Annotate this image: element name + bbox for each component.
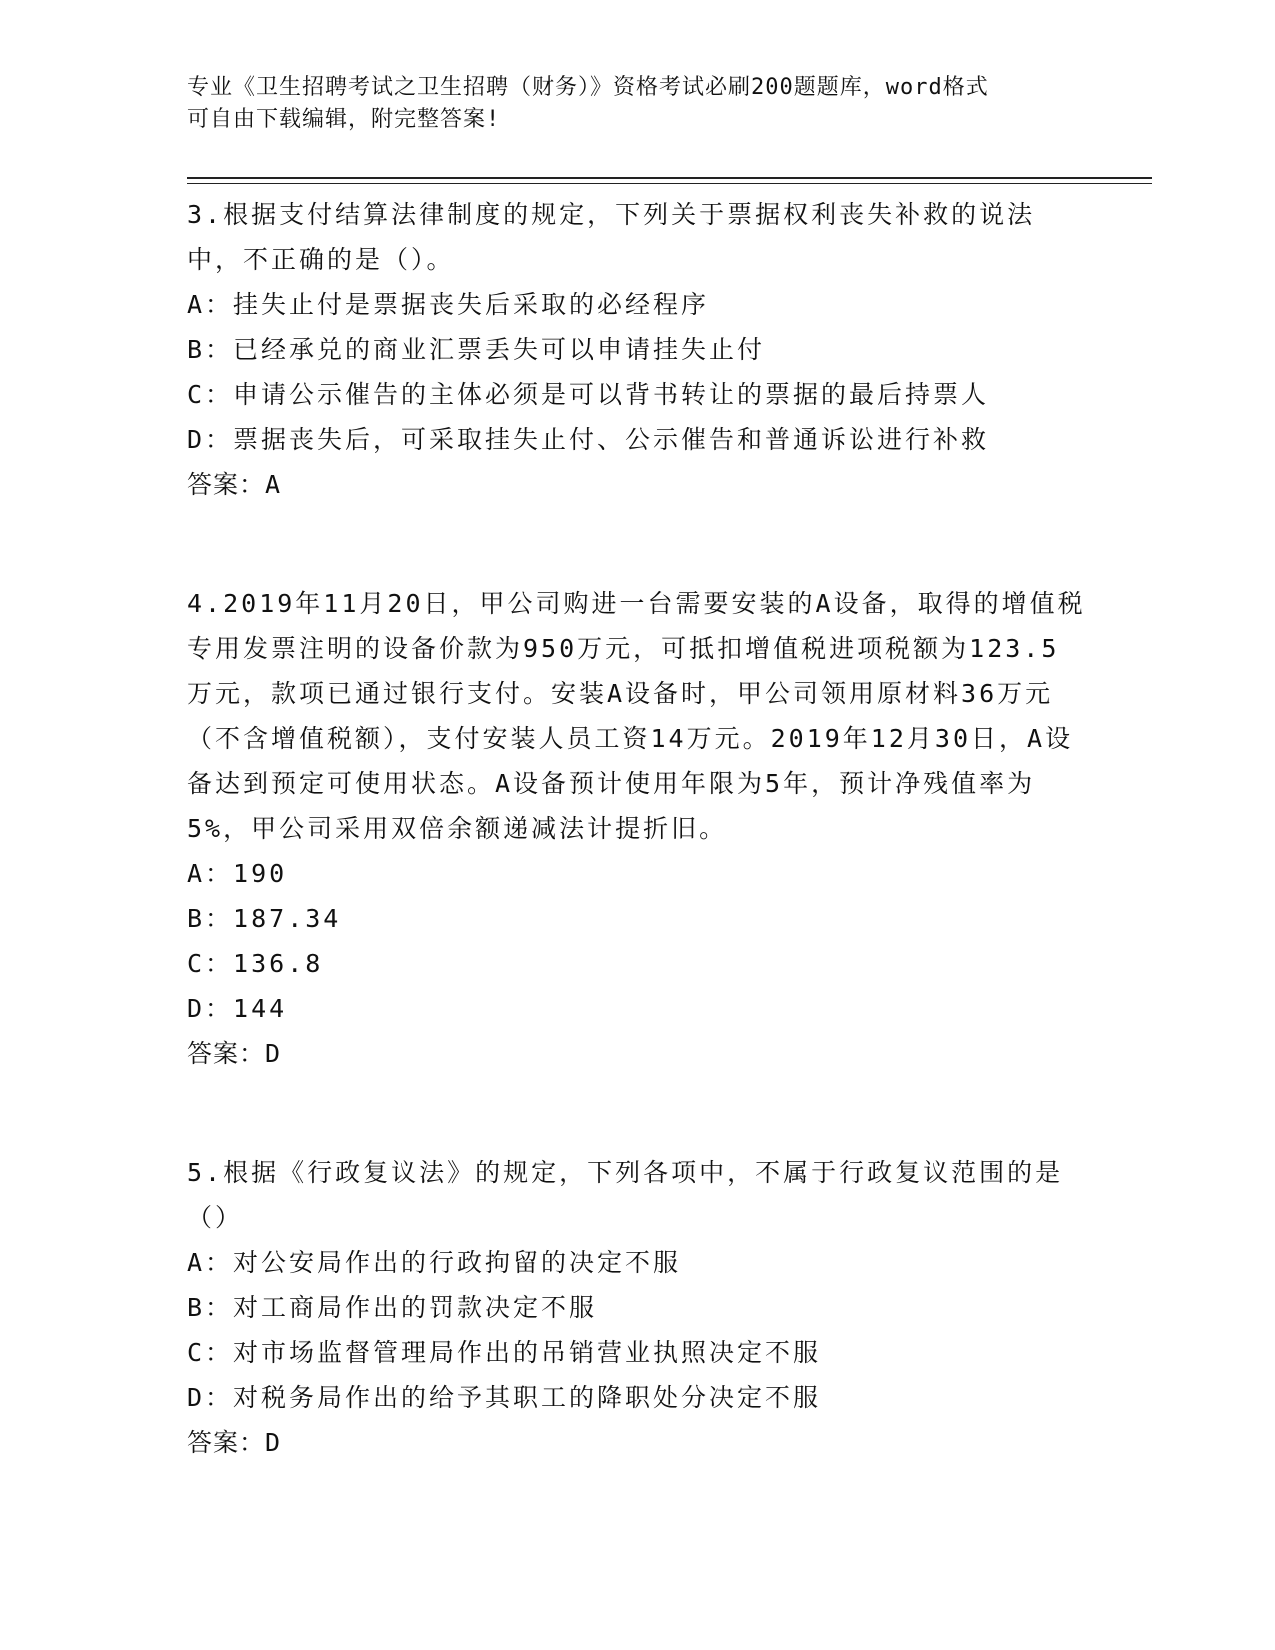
option-b: B：187.34 [187, 904, 342, 933]
header-divider-thin [187, 183, 1152, 184]
answer-line: 答案：D [187, 1039, 282, 1068]
option-d: D：票据丧失后，可采取挂失止付、公示催告和普通诉讼进行补救 [187, 425, 990, 454]
question-stem: 5.根据《行政复议法》的规定，下列各项中，不属于行政复议范围的是（） [187, 1158, 1064, 1232]
header-line-2: 可自由下载编辑，附完整答案! [187, 107, 501, 132]
option-c: C：申请公示催告的主体必须是可以背书转让的票据的最后持票人 [187, 380, 990, 409]
question-stem: 3.根据支付结算法律制度的规定，下列关于票据权利丧失补救的说法中，不正确的是（）。 [187, 200, 1036, 274]
option-a: A：对公安局作出的行政拘留的决定不服 [187, 1248, 682, 1277]
answer-line: 答案：A [187, 470, 282, 499]
option-c: C：对市场监督管理局作出的吊销营业执照决定不服 [187, 1338, 822, 1367]
question-5 [187, 1150, 1087, 1465]
option-c: C：136.8 [187, 949, 324, 978]
option-a: A：190 [187, 859, 288, 888]
question-stem: 4.2019年11月20日，甲公司购进一台需要安装的A设备，取得的增值税专用发票注明的设备价款为950万元，可抵扣增值税进项税额为123.5万元，款项已通过银行支付。安装A设备时，甲公司领用原材料36万元（不含增值税额），支付安装人员工资14万元。2019年12月30日，A设备达到预定可使用状态。A设备预计使用年限为5年，预计净残值率为5%，甲公司采用双倍余额递减法计提折旧。 [187, 589, 1086, 843]
option-b: B：对工商局作出的罚款决定不服 [187, 1293, 598, 1322]
question-spacer [187, 1076, 1087, 1150]
question-list [187, 192, 1087, 1465]
question-4 [187, 581, 1087, 1076]
answer-line: 答案：D [187, 1428, 282, 1457]
header-line-1: 专业《卫生招聘考试之卫生招聘（财务）》资格考试必刷200题题库，word格式 [187, 75, 989, 100]
option-b: B：已经承兑的商业汇票丢失可以申请挂失止付 [187, 335, 766, 364]
option-d: D：对税务局作出的给予其职工的降职处分决定不服 [187, 1383, 822, 1412]
question-spacer [187, 507, 1087, 581]
document-header [187, 72, 1067, 136]
option-a: A：挂失止付是票据丧失后采取的必经程序 [187, 290, 710, 319]
question-3 [187, 192, 1087, 507]
header-divider-thick [187, 177, 1152, 179]
option-d: D：144 [187, 994, 288, 1023]
